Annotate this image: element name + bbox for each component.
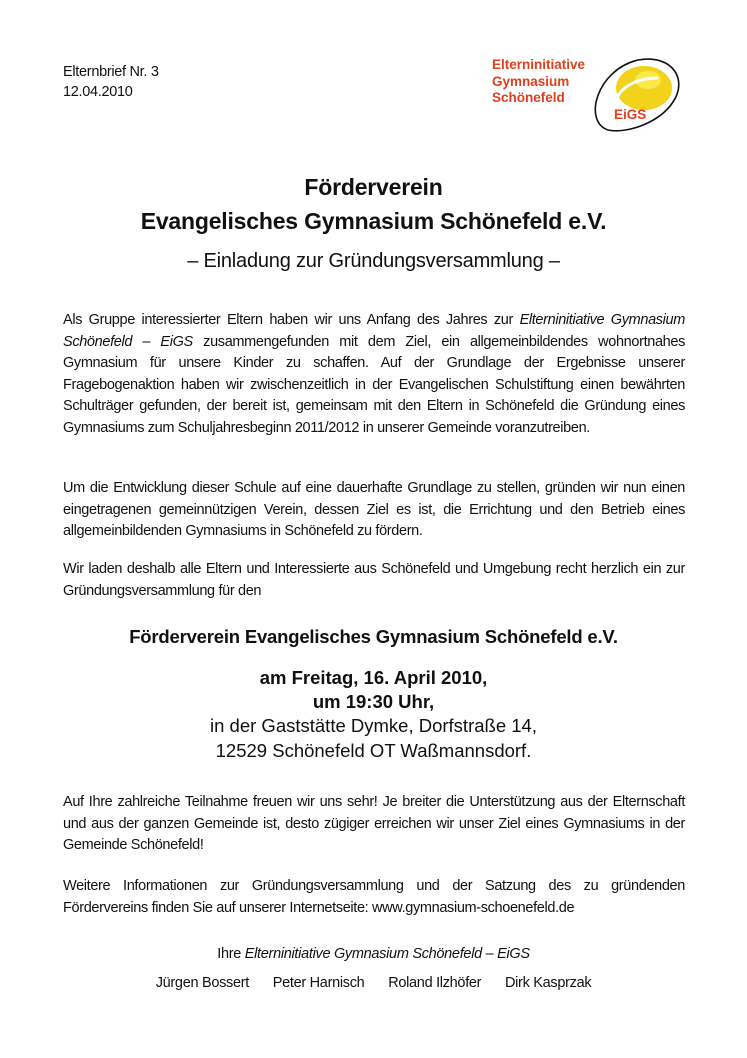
logo-wordmark (492, 57, 585, 107)
logo-line-2: Gymnasium (492, 73, 570, 89)
intro-initiative-name: Elterninitiative Gymnasium Schönefeld – EiGS (63, 312, 685, 350)
signoff-prefix: Ihre (217, 946, 245, 962)
letter-number: Elternbrief Nr. 3 (63, 64, 159, 80)
paragraph-purpose: Um die Entwicklung dieser Schule auf eine dauerhafte Grundlage zu stellen, gründen wir nun einen eingetragenen gemeinnützigen Verein, dessen Ziel es ist, die Errichtung und den Betrieb eines allgemeinbildenden Gymnasiums in Schönefeld zu fördern. (63, 480, 685, 540)
title-line-1: Förderverein (304, 174, 443, 200)
letter-header (63, 62, 159, 102)
signer-name: Jürgen Bossert (155, 975, 250, 991)
paragraph-participation: Auf Ihre zahlreiche Teilnahme freuen wir uns sehr! Je breiter die Unterstützung aus der Elternschaft und aus der ganzen Gemeinde ist, desto zügiger erreichen wir unser Ziel eines Gymnasiums in der Gemeinde Schönefeld! (63, 794, 685, 854)
signer-name: Dirk Kasprzak (504, 975, 592, 991)
event-time: um 19:30 Uhr, (312, 691, 435, 712)
paragraph-intro (63, 310, 685, 440)
letter-date: 12.04.2010 (63, 84, 133, 100)
paragraph-invitation: Wir laden deshalb alle Eltern und Interessierte aus Schönefeld und Umgebung recht herzlich ein zur Gründungsversammlung für den (63, 561, 685, 599)
title-line-2: Evangelisches Gymnasium Schönefeld e.V. (140, 208, 607, 234)
intro-part-b: zusammengefunden mit dem Ziel, ein allgemeinbildendes wohnortnahes Gymnasium für unsere Kinder zu schaffen. Auf der Grundlage der Ergebnisse unserer Fragebogenaktion haben wir zwischenzeitlich in der Evangelischen Schulstiftung einen bewährten Schulträger gefunden, der bereit ist, gemeinsam mit den Eltern in Schönefeld die Gründung eines Gymnasiums zum Schuljahresbeginn 2011/2012 in unserer Gemeinde voranzutreiben. (63, 333, 685, 436)
subtitle: – Einladung zur Gründungsversammlung – (187, 250, 560, 272)
event-address: 12529 Schönefeld OT Waßmannsdorf. (215, 740, 532, 761)
signers-list (0, 975, 747, 991)
event-name: Förderverein Evangelisches Gymnasium Schönefeld e.V. (129, 626, 618, 647)
signer-name: Peter Harnisch (272, 975, 365, 991)
event-date: am Freitag, 16. April 2010, (259, 667, 488, 688)
signoff (0, 946, 747, 962)
signer-name: Roland Ilzhöfer (388, 975, 482, 991)
intro-part-a: Als Gruppe interessierter Eltern haben wir uns Anfang des Jahres zur (63, 312, 520, 328)
event-venue: in der Gaststätte Dymke, Dorfstraße 14, (210, 715, 537, 736)
paragraph-more-info: Weitere Informationen zur Gründungsversammlung und der Satzung des zu gründenden Fördervereins finden Sie auf unserer Internetseite: www.gymnasium-schoenefeld.de (63, 878, 685, 916)
signoff-org: Elterninitiative Gymnasium Schönefeld – EiGS (244, 946, 530, 962)
eigs-logo (488, 50, 688, 140)
logo-abbreviation: EiGS (614, 107, 647, 122)
logo-line-3: Schönefeld (492, 90, 565, 105)
logo-line-1: Elterninitiative (492, 57, 586, 72)
